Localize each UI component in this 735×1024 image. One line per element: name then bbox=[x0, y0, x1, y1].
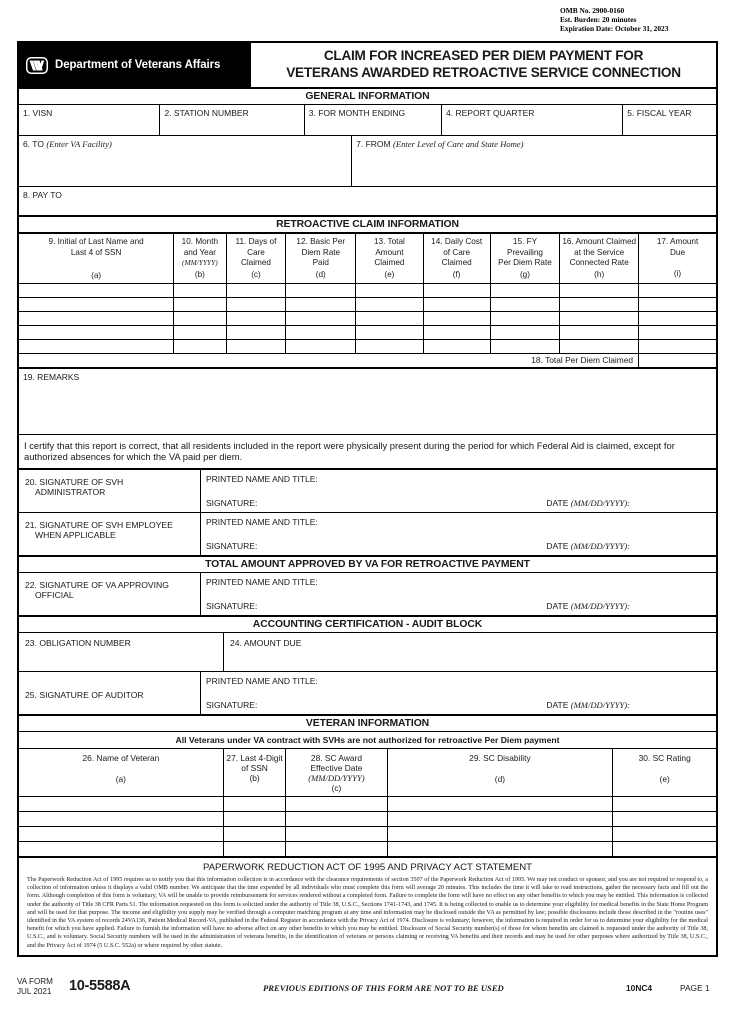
col-header-last-4-ssn: 27. Last 4-Digit of SSN (b) bbox=[223, 749, 286, 797]
retroactive-claim-body bbox=[19, 283, 716, 367]
field-fiscal-year-label: 5. FISCAL YEAR bbox=[627, 108, 692, 118]
col-header-daily-cost-of-care: 14. Daily Cost of Care Claimed (f) bbox=[423, 234, 490, 284]
col-num-9: 9. Initial of Last Name and bbox=[48, 237, 144, 246]
table-row[interactable] bbox=[19, 297, 716, 311]
va-approval-bar: TOTAL AMOUNT APPROVED BY VA FOR RETROACTIVE PAYMENT bbox=[19, 557, 716, 573]
date-label: DATE (MM/DD/YYYY): bbox=[546, 540, 630, 551]
omb-block bbox=[560, 6, 730, 34]
col-header-name-of-veteran: 26. Name of Veteran (a) bbox=[19, 749, 223, 797]
signature-block-22 bbox=[19, 573, 716, 617]
form-number: 10-5588A bbox=[69, 978, 131, 994]
signature-22-label: 22. SIGNATURE OF VA APPROVING OFFICIAL bbox=[19, 573, 201, 615]
signature-21-label: 21. SIGNATURE OF SVH EMPLOYEE WHEN APPLICABLE bbox=[19, 513, 201, 555]
field-visn-label: 1. VISN bbox=[23, 108, 53, 118]
col-header-amount-due: 17. Amount Due (i) bbox=[639, 234, 716, 284]
date-label: DATE (MM/DD/YYYY): bbox=[546, 600, 630, 611]
veteran-header-row bbox=[19, 749, 716, 797]
signature-22-fields[interactable] bbox=[201, 573, 716, 615]
general-info-row-1 bbox=[19, 105, 716, 136]
table-row[interactable] bbox=[19, 796, 716, 811]
field-station-number[interactable] bbox=[160, 105, 304, 135]
general-info-row-2 bbox=[19, 136, 716, 187]
remarks-label: 19. REMARKS bbox=[23, 371, 80, 382]
field-for-month-ending[interactable] bbox=[305, 105, 442, 135]
table-row[interactable] bbox=[19, 826, 716, 841]
date-label: DATE (MM/DD/YYYY): bbox=[546, 699, 630, 710]
veteran-information-notice: All Veterans under VA contract with SVHs are not authorized for retroactive Per Diem payment bbox=[19, 732, 716, 749]
general-info-row-3 bbox=[19, 187, 716, 217]
signature-21-fields[interactable] bbox=[201, 513, 716, 555]
field-report-quarter[interactable] bbox=[442, 105, 623, 135]
signature-block-20 bbox=[19, 470, 716, 513]
agency-name: Department of Veterans Affairs bbox=[55, 59, 221, 71]
va-form-label: VA FORM JUL 2021 bbox=[17, 977, 53, 996]
omb-expiration: Expiration Date: October 31, 2023 bbox=[560, 24, 669, 34]
table-row[interactable] bbox=[19, 283, 716, 297]
col-header-sc-award-effective-date: 28. SC Award Effective Date (MM/DD/YYYY) (c) bbox=[286, 749, 387, 797]
page-number: PAGE 1 bbox=[680, 983, 710, 993]
total-per-diem-row bbox=[19, 353, 716, 367]
signature-20-label: 20. SIGNATURE OF SVH ADMINISTRATOR bbox=[19, 470, 201, 512]
printed-name-label: PRINTED NAME AND TITLE: bbox=[206, 473, 318, 484]
signature-block-21 bbox=[19, 513, 716, 557]
total-per-diem-value[interactable] bbox=[639, 353, 716, 367]
field-station-number-label: 2. STATION NUMBER bbox=[164, 108, 249, 118]
field-from-hint: (Enter Level of Care and State Home) bbox=[393, 139, 524, 149]
form-title bbox=[251, 43, 716, 87]
col-header-sc-disability: 29. SC Disability (d) bbox=[387, 749, 613, 797]
signature-block-25 bbox=[19, 672, 716, 716]
privacy-act-body: The Paperwork Reduction Act of 1995 requires us to notify you that this information collection is in accordance with the clearance requirements of section 3507 of the Paperwork Reduction Act of 1995. We may not conduct or sponsor, and you are not required to respond to, a collection of information unless it displays a valid OMB number. We anticipate that the time expended by all individuals who must complete this form will average 20 minutes. This includes the time it will take to read instructions, gather the necessary facts and fill out the form. Although completion of this form is voluntary, VA will be unable to provide reimbursement for services rendered without a completed form. Failure to complete the form will have no effect on any other benefits to which you may be entitled. This information is collected under the authority of Title 38 CFR Parts 51. The information requested on this form is solicited under the authority of Title 38, U.S.C., Sections 1741-1743, and 1745. It is being collected to enable us to determine your eligibility for medical benefits in the State Home Program and will be used for that purpose. The income and eligibility you supply may be verified through a computer matching program at any time and information may be disclosed outside the VA as permitted by law; possible disclosures include those described in the "routine uses" identified in the VA system of records 24VA136, Patient Medical Record-VA, published in the Federal Register in accordance with the Privacy Act of 1974. Disclosure is voluntary; however, the information is required in order for us to determine your eligibility for the medical benefit for which you have applied. Failure to furnish the information will have no adverse affect on any other benefits to which you may be entitled. Disclosure of Social Security number(s) of those for whom benefits are claimed is requested under the authority of Title 38, U.S.C., and is voluntary. Social Security numbers will be used in the administration of veterans benefits, in the identification of veterans or persons claiming or receiving VA benefits and their records and may be used for other purposes where authorized by Title 38, U.S.C., and the Privacy Act of 1974 (5 U.S.C. 552a) or where required by other statute. bbox=[27, 876, 708, 949]
field-to-va-facility[interactable] bbox=[19, 136, 352, 186]
signature-20-fields[interactable] bbox=[201, 470, 716, 512]
col-header-basic-per-diem-rate: 12. Basic Per Diem Rate Paid (d) bbox=[286, 234, 356, 284]
obligation-number-label: 23. OBLIGATION NUMBER bbox=[25, 637, 131, 648]
veteran-information-body bbox=[19, 796, 716, 856]
field-fiscal-year[interactable] bbox=[623, 105, 716, 135]
field-for-month-ending-label: 3. FOR MONTH ENDING bbox=[308, 108, 406, 118]
table-row[interactable] bbox=[19, 811, 716, 826]
veteran-information-table bbox=[19, 749, 716, 856]
col-header-fy-prevailing-rate: 15. FY Prevailing Per Diem Rate (g) bbox=[490, 234, 560, 284]
omb-number: OMB No. 2900-0160 bbox=[560, 6, 625, 15]
signature-25-fields[interactable] bbox=[201, 672, 716, 714]
signature-label: SIGNATURE: bbox=[206, 497, 258, 508]
col-header-amount-claimed-sc-rate: 16. Amount Claimed at the Service Connected Rate (h) bbox=[560, 234, 639, 284]
general-information-bar: GENERAL INFORMATION bbox=[19, 89, 716, 105]
remarks-field[interactable] bbox=[19, 368, 716, 435]
omb-burden: Est. Burden: 20 minutes bbox=[560, 15, 637, 25]
agency-banner bbox=[19, 43, 251, 87]
field-visn[interactable] bbox=[19, 105, 160, 135]
retroactive-claim-header-row bbox=[19, 234, 716, 284]
form-header bbox=[19, 43, 716, 89]
field-report-quarter-label: 4. REPORT QUARTER bbox=[446, 108, 535, 118]
field-pay-to-label: 8. PAY TO bbox=[23, 190, 62, 200]
col-header-month-year: 10. Month and Year (MM/YYYY) (b) bbox=[174, 234, 226, 284]
form-body bbox=[17, 41, 718, 957]
table-row[interactable] bbox=[19, 339, 716, 353]
field-from-level-of-care[interactable] bbox=[352, 136, 716, 186]
date-label: DATE (MM/DD/YYYY): bbox=[546, 497, 630, 508]
field-to-hint: (Enter VA Facility) bbox=[46, 139, 112, 149]
form-title-line2: VETERANS AWARDED RETROACTIVE SERVICE CONNECTION bbox=[286, 64, 681, 80]
retroactive-claim-table bbox=[19, 233, 716, 368]
signature-25-label: 25. SIGNATURE OF AUDITOR bbox=[19, 672, 201, 714]
printed-name-label: PRINTED NAME AND TITLE: bbox=[206, 675, 318, 686]
form-footer bbox=[17, 977, 718, 1007]
retroactive-claim-bar: RETROACTIVE CLAIM INFORMATION bbox=[19, 217, 716, 233]
col-header-total-amount-claimed: 13. Total Amount Claimed (e) bbox=[356, 234, 424, 284]
signature-label: SIGNATURE: bbox=[206, 600, 258, 611]
field-amount-due[interactable] bbox=[224, 633, 716, 671]
table-row[interactable] bbox=[19, 311, 716, 325]
audit-row-obligation bbox=[19, 633, 716, 672]
form-code: 10NC4 bbox=[626, 983, 653, 993]
signature-label: SIGNATURE: bbox=[206, 540, 258, 551]
printed-name-label: PRINTED NAME AND TITLE: bbox=[206, 576, 318, 587]
va-seal-icon bbox=[26, 57, 48, 74]
audit-block-bar: ACCOUNTING CERTIFICATION - AUDIT BLOCK bbox=[19, 617, 716, 633]
privacy-act-title: PAPERWORK REDUCTION ACT OF 1995 AND PRIVACY ACT STATEMENT bbox=[19, 856, 716, 876]
col-header-initial-ssn: 9. Initial of Last Name and Last 4 of SSN (a) bbox=[19, 234, 174, 284]
field-to-label: 6. TO bbox=[23, 139, 44, 149]
field-pay-to[interactable] bbox=[19, 187, 716, 215]
printed-name-label: PRINTED NAME AND TITLE: bbox=[206, 516, 318, 527]
field-obligation-number[interactable] bbox=[19, 633, 224, 671]
col-header-sc-rating: 30. SC Rating (e) bbox=[613, 749, 716, 797]
amount-due-label: 24. AMOUNT DUE bbox=[230, 637, 302, 648]
signature-label: SIGNATURE: bbox=[206, 699, 258, 710]
table-row[interactable] bbox=[19, 841, 716, 856]
total-per-diem-label: 18. Total Per Diem Claimed bbox=[19, 353, 639, 367]
col-header-days-of-care: 11. Days of Care Claimed (c) bbox=[226, 234, 286, 284]
certification-statement: I certify that this report is correct, that all residents included in the report were physically present during the period for which Federal Aid is claimed, except for authorized absences for which the VA paid per diem. bbox=[19, 435, 716, 470]
veteran-information-bar: VETERAN INFORMATION bbox=[19, 716, 716, 732]
field-from-label: 7. FROM bbox=[356, 139, 391, 149]
previous-editions-notice: PREVIOUS EDITIONS OF THIS FORM ARE NOT TO BE USED bbox=[263, 983, 504, 993]
table-row[interactable] bbox=[19, 325, 716, 339]
form-title-line1: CLAIM FOR INCREASED PER DIEM PAYMENT FOR bbox=[323, 48, 644, 63]
